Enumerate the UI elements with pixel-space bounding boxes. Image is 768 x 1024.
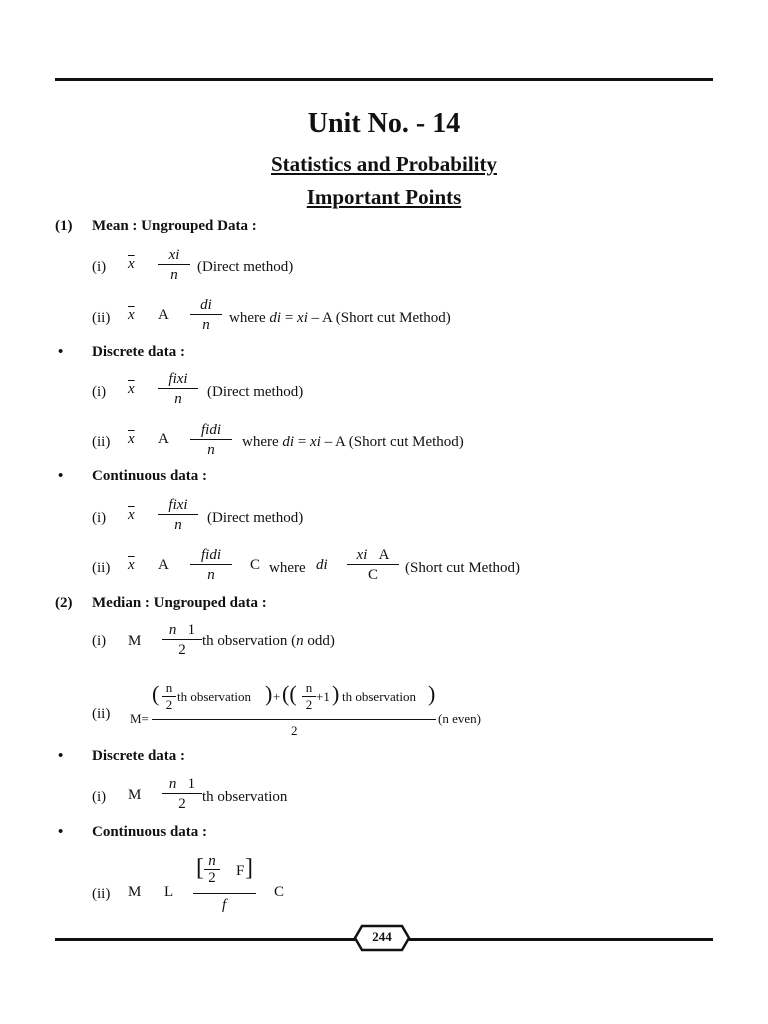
right-paren-icon: ): [428, 681, 436, 706]
formula-where-clause: where di = xi – A (Short cut Method): [242, 434, 464, 450]
lower-limit-L: L: [164, 884, 174, 900]
method-note: (Direct method): [207, 510, 304, 526]
fraction-n-over-2: n 2: [204, 854, 220, 886]
top-rule: [55, 78, 713, 81]
item-label: (ii): [92, 560, 111, 576]
assumed-mean-A: A: [158, 431, 169, 447]
formula-where-clause: where di = xi – A (Short cut Method): [229, 310, 451, 326]
right-paren-icon: ): [332, 681, 340, 706]
fraction-fidi-over-n: fidi n: [190, 421, 232, 460]
right-bracket-icon: ]: [245, 855, 253, 881]
left-paren-icon: ((: [282, 681, 297, 706]
method-note: (Direct method): [197, 259, 294, 275]
item-label: (i): [92, 510, 107, 526]
item-label: (i): [92, 633, 107, 649]
section-heading-continuous: Continuous data :: [92, 468, 208, 484]
x-bar-symbol: $\overline{x}$: [128, 557, 135, 573]
left-paren-icon: (: [152, 681, 160, 706]
bottom-rule-right: [409, 938, 713, 941]
section-heading-mean-ungrouped: Mean : Ungrouped Data :: [92, 218, 257, 234]
method-note: (Direct method): [207, 384, 304, 400]
median-M: M: [128, 787, 142, 803]
observation-note: th observation (n odd): [202, 633, 335, 649]
x-bar-symbol: $\overline{x}$: [128, 307, 135, 323]
subtitle-statistics: Statistics and Probability: [271, 152, 497, 176]
fraction-fixi-over-n: fixi n: [158, 496, 198, 535]
subtitle-important-points: Important Points: [306, 185, 462, 209]
fraction-n-over-2: n 2: [302, 680, 316, 713]
n-even-note: (n even): [438, 711, 481, 726]
item-label: (i): [92, 384, 107, 400]
fraction-xi-minus-A-over-C: xi A C: [347, 546, 399, 585]
method-note: (Short cut Method): [405, 560, 520, 576]
section-heading-continuous: Continuous data :: [92, 824, 208, 840]
where-word: where: [269, 560, 306, 576]
class-width-C: C: [274, 884, 285, 900]
fraction-xi-over-n: xi n: [158, 246, 190, 285]
item-label: (ii): [92, 310, 111, 326]
item-label: (i): [92, 259, 107, 275]
frequency-f: f: [222, 897, 227, 913]
page-title: Unit No. - 14: [307, 108, 461, 139]
median-M: M: [128, 884, 142, 900]
x-bar-symbol: $\overline{x}$: [128, 507, 135, 523]
di-symbol: di: [316, 557, 328, 573]
x-bar-symbol: $\overline{x}$: [128, 256, 135, 272]
page-number: 244: [372, 929, 392, 944]
fraction-di-over-n: di n: [190, 296, 222, 335]
median-continuous-fraction-bar: [193, 893, 256, 894]
bullet: •: [58, 468, 64, 484]
section-number-1: (1): [55, 218, 73, 234]
median-even-numerator: ( n 2 th observation ) + (( n 2 +1 ) th observation ): [152, 680, 436, 712]
fraction-n-plus-1-over-2: n 1 2: [162, 621, 202, 660]
item-label: (ii): [92, 886, 111, 902]
bullet: •: [58, 824, 64, 840]
assumed-mean-A: A: [158, 307, 169, 323]
section-number-2: (2): [55, 595, 73, 611]
median-M: M: [128, 633, 142, 649]
item-label: (ii): [92, 434, 111, 450]
x-bar-symbol: $\overline{x}$: [128, 381, 135, 397]
bottom-rule-left: [55, 938, 355, 941]
fraction-n-over-2: n 2: [162, 680, 176, 713]
class-width-C: C: [250, 557, 261, 573]
fraction-n-plus-1-over-2: n 1 2: [162, 775, 202, 814]
left-bracket-icon: [: [196, 855, 204, 881]
section-heading-discrete: Discrete data :: [92, 344, 186, 360]
item-label: (i): [92, 789, 107, 805]
x-bar-symbol: $\overline{x}$: [128, 431, 135, 447]
fraction-fidi-over-n: fidi n: [190, 546, 232, 585]
section-heading-discrete: Discrete data :: [92, 748, 186, 764]
fraction-fixi-over-n: fixi n: [158, 370, 198, 409]
bullet: •: [58, 344, 64, 360]
median-even-denominator: 2: [291, 723, 298, 738]
observation-note: th observation: [202, 789, 288, 805]
median-M-equals: M=: [130, 711, 149, 726]
bullet: •: [58, 748, 64, 764]
right-paren-icon: ): [265, 681, 273, 706]
median-continuous-numerator: [ n 2 F ]: [196, 853, 253, 886]
section-heading-median-ungrouped: Median : Ungrouped data :: [92, 595, 267, 611]
assumed-mean-A: A: [158, 557, 169, 573]
median-even-fraction-bar: [152, 719, 436, 720]
item-label: (ii): [92, 706, 111, 722]
